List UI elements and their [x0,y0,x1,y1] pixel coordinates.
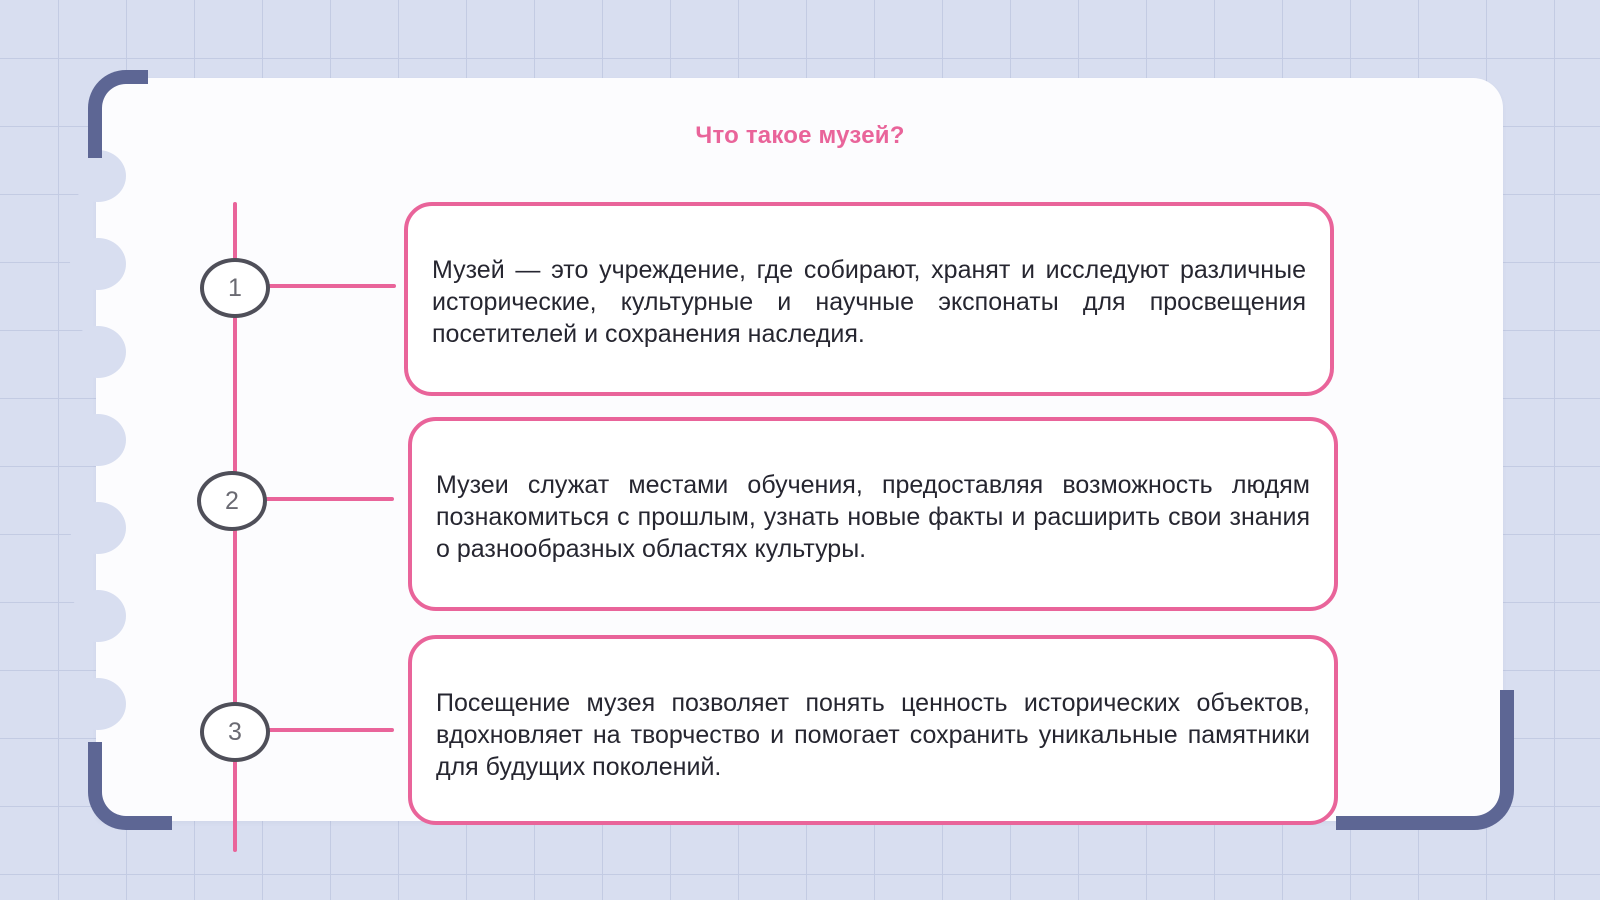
frame-corner-bottom-right [1336,690,1514,830]
info-card-2 [408,417,1338,611]
step-number-3 [200,702,270,762]
info-card-2-text: Музеи служат местами обучения, предоставляя возможность людям познакомиться с прошлым, узнать новые факты и расширить свои знания о разнообразных областях культуры. [436,471,1310,563]
connector-1 [266,284,396,288]
connector-3 [266,728,394,732]
step-number-2 [197,471,267,531]
scalloped-edge [70,150,130,740]
info-card-3-text: Посещение музея позволяет понять ценность исторических объектов, вдохновляет на творчество и помогает сохранить уникальные памятники для будущих поколений. [436,689,1310,781]
info-card-1 [404,202,1334,396]
info-card-3 [408,635,1338,825]
step-number-3-label: 3 [228,717,242,746]
step-number-1-label: 1 [228,273,242,302]
step-number-1 [200,258,270,318]
connector-2 [262,497,394,501]
info-card-1-text: Музей — это учреждение, где собирают, хранят и исследуют различные исторические, культурные и научные экспонаты для просвещения посетителей и сохранения наследия. [432,256,1306,348]
step-number-2-label: 2 [225,486,239,515]
frame-corner-bottom-left [88,742,172,830]
slide-title: Что такое музей? [695,122,905,149]
